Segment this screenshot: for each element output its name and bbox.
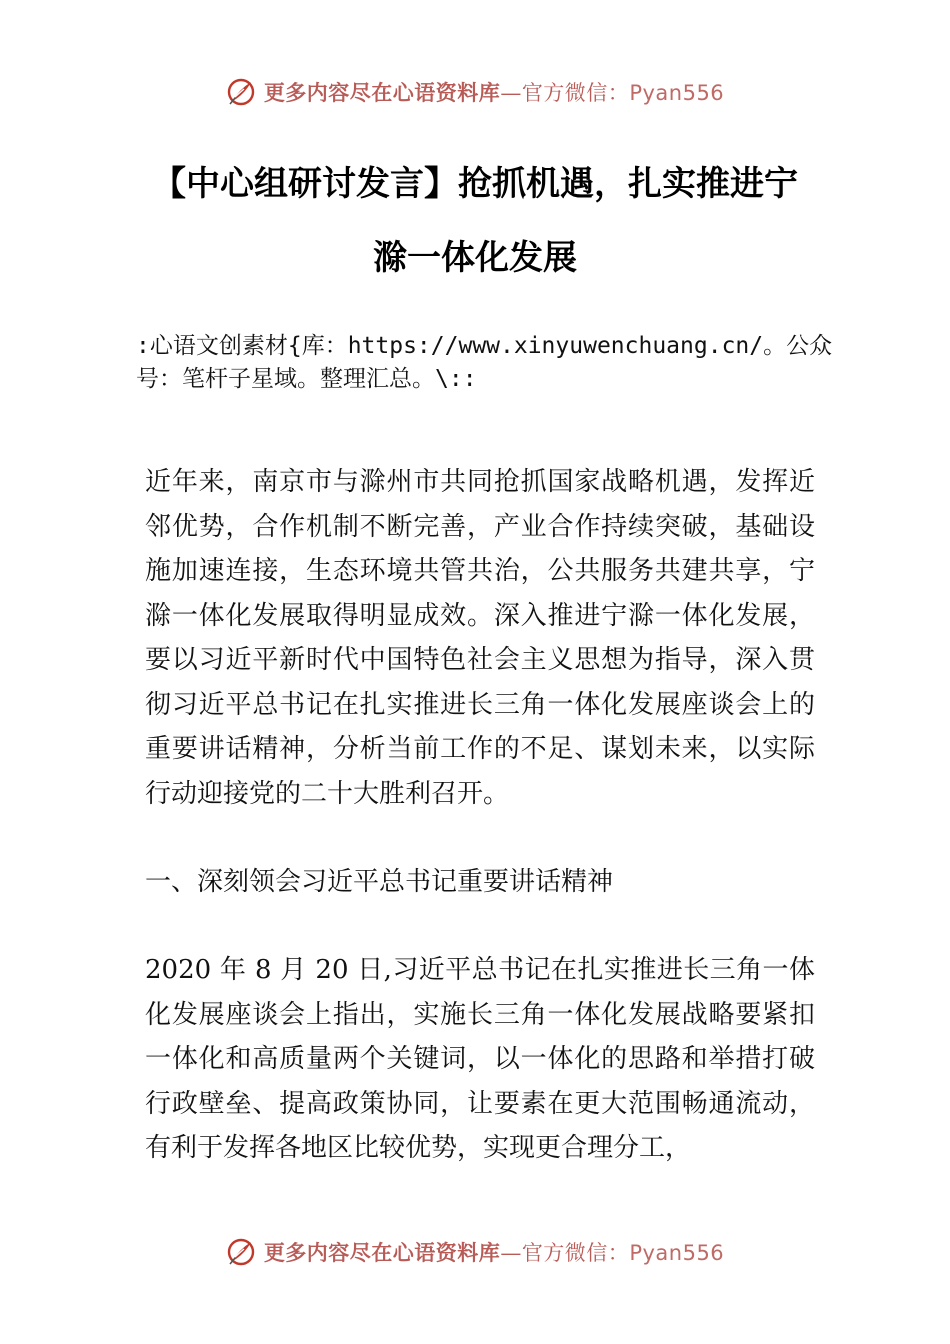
banner-dash: — — [500, 81, 522, 105]
banner-wechat-id: Pyan556 — [629, 1241, 725, 1265]
quill-logo-icon — [226, 77, 256, 107]
body-paragraph-2: 2020 年 8 月 20 日,习近平总书记在扎实推进长三角一体化发展座谈会上指出，实施长三角一体化发展战略要紧扣一体化和高质量两个关键词，以一体化的思路和举措打破行政壁垒、提高政策协同，让要素在更大范围畅通流动，有利于发挥各地区比较优势，实现更合理分工， — [145, 955, 815, 1163]
banner-brand: 更多内容尽在心语资料库 — [263, 1240, 501, 1265]
banner-wechat-label: 官方微信： — [521, 81, 630, 105]
banner-dash: — — [500, 1241, 522, 1265]
footer-banner — [0, 1232, 950, 1272]
section-heading-1: 一、深刻领会习近平总书记重要讲话精神 — [145, 867, 614, 897]
quill-logo-icon — [226, 1237, 256, 1267]
document-title-line-2: 滁一体化发展 — [373, 238, 577, 278]
banner-wechat-label: 官方微信： — [521, 1241, 630, 1265]
banner-brand: 更多内容尽在心语资料库 — [263, 80, 501, 105]
header-banner — [0, 72, 950, 112]
document-title-line-1: 【中心组研讨发言】抢抓机遇，扎实推进宁 — [152, 164, 798, 204]
body-paragraph-1: 近年来，南京市与滁州市共同抢抓国家战略机遇，发挥近邻优势，合作机制不断完善，产业合作持续突破，基础设施加速连接，生态环境共管共治，公共服务共建共享，宁滁一体化发展取得明显成效。深入推进宁滁一体化发展，要以习近平新时代中国特色社会主义思想为指导，深入贯彻习近平总书记在扎实推进长三角一体化发展座谈会上的重要讲话精神，分析当前工作的不足、谋划未来，以实际行动迎接党的二十大胜利召开。 — [145, 467, 815, 809]
source-note: :心语文创素材{库：https://www.xinyuwenchuang.cn/。公众号：笔杆子星域。整理汇总。\:: — [136, 333, 833, 392]
banner-wechat-id: Pyan556 — [629, 81, 725, 105]
banner-text — [264, 77, 724, 107]
banner-text — [264, 1237, 724, 1267]
